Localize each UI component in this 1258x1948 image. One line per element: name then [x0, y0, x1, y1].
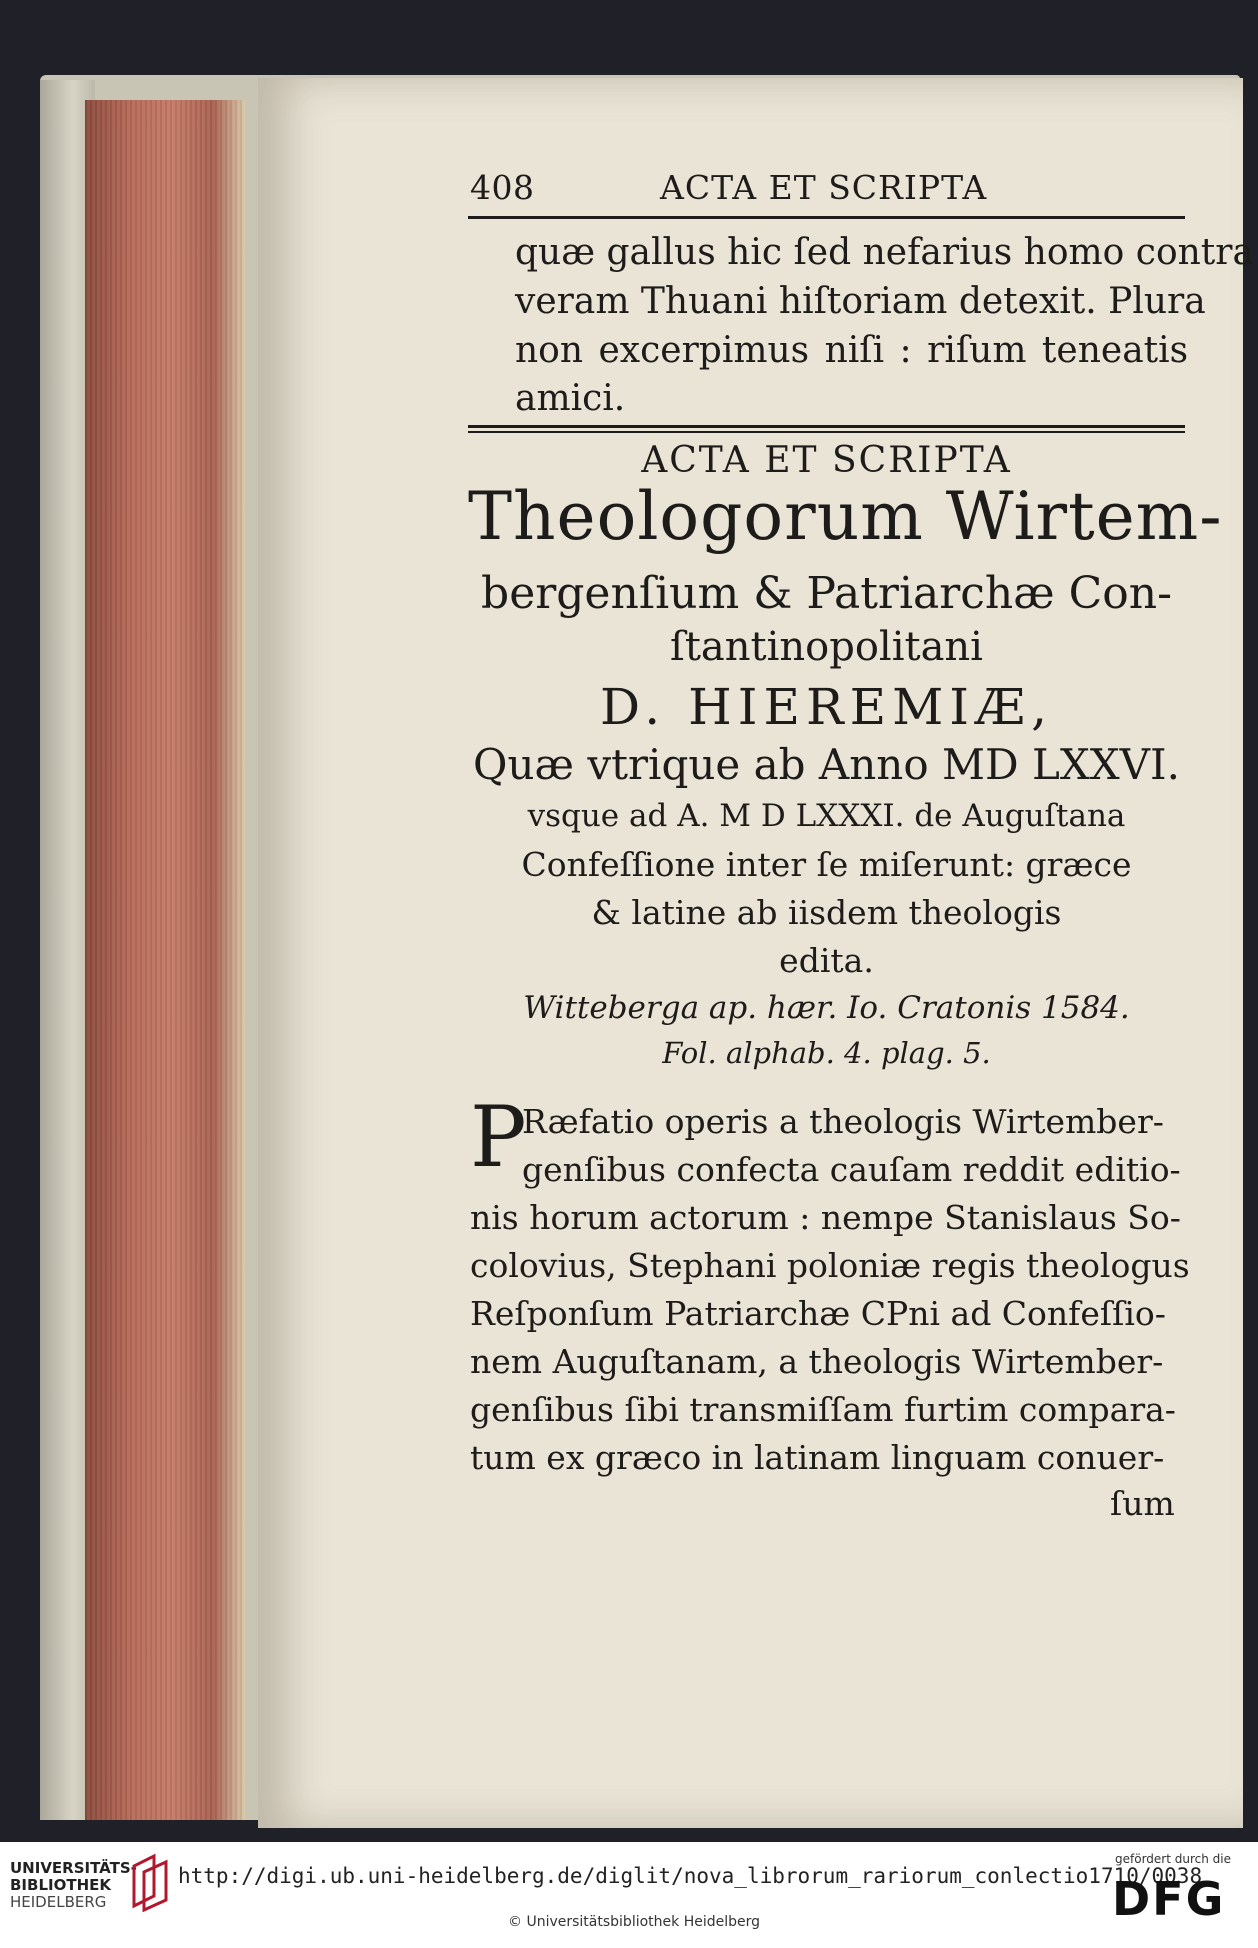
- title-line-bergensium: bergenſium & Patriarchæ Con-: [481, 568, 1172, 619]
- title-line-years: Quæ vtrique ab Anno MD LXXVI.: [473, 740, 1180, 789]
- body-line: tum ex græco in latinam linguam conuer-: [470, 1438, 1165, 1477]
- dfg-logo[interactable]: DFG: [1112, 1872, 1226, 1926]
- library-name-line1: UNIVERSITÄTS-: [10, 1859, 137, 1877]
- drop-cap: P: [470, 1088, 527, 1186]
- permalink-url[interactable]: http://digi.ub.uni-heidelberg.de/diglit/nova_librorum_rariorum_conlectio1710/0038: [178, 1864, 1203, 1888]
- title-line-acta: ACTA ET SCRIPTA: [641, 440, 1012, 481]
- imprint-collation: Fol. alphab. 4. plag. 5.: [662, 1036, 991, 1070]
- body-line: Reſponſum Patriarchæ CPni ad Confeſſio-: [470, 1294, 1166, 1333]
- copyright-notice: © Universitätsbibliothek Heidelberg: [508, 1914, 761, 1930]
- header-rule: [468, 216, 1185, 219]
- top-paragraph-line: non excerpimus niſi : riſum teneatis: [515, 330, 1189, 371]
- title-line-theologorum: Theologorum Wirtem-: [468, 478, 1223, 555]
- title-line-hieremiae: D. HIEREMIÆ,: [600, 678, 1053, 736]
- title-line-constantinopolitani: ſtantinopolitani: [670, 624, 983, 670]
- title-line-edita: edita.: [779, 941, 874, 980]
- top-paragraph-line: quæ gallus hic ſed nefarius homo contra: [515, 232, 1254, 273]
- title-line-confessione: Confeſſione inter ſe miſerunt: græce: [521, 845, 1132, 884]
- library-name-line3: HEIDELBERG: [10, 1893, 107, 1911]
- body-line: genſibus confecta cauſam reddit editio-: [522, 1150, 1181, 1189]
- top-paragraph-line: veram Thuani hiſtoriam detexit. Plura: [515, 281, 1206, 322]
- body-line: nem Auguſtanam, a theologis Wirtember-: [470, 1342, 1164, 1381]
- viewer-footer: [0, 1842, 1258, 1948]
- running-head-title: ACTA ET SCRIPTA: [660, 168, 988, 207]
- top-paragraph-line: amici.: [515, 378, 626, 419]
- page-number: 408: [470, 168, 535, 207]
- section-rule: [468, 425, 1185, 428]
- title-line-latine: & latine ab iisdem theologis: [591, 893, 1062, 932]
- library-name-line2: BIBLIOTHEK: [10, 1876, 111, 1894]
- imprint-line: Witteberga ap. hær. Io. Cratonis 1584.: [523, 990, 1130, 1026]
- catchword: ſum: [1110, 1484, 1175, 1523]
- funding-note: gefördert durch die: [1115, 1852, 1231, 1866]
- body-line: colovius, Stephani poloniæ regis theologus: [470, 1246, 1190, 1285]
- body-line: Ræfatio operis a theologis Wirtember-: [522, 1102, 1164, 1141]
- body-line: genſibus ſibi transmiſſam furtim compara-: [470, 1390, 1176, 1429]
- title-line-vsque: vsque ad A. M D LXXXI. de Auguſtana: [527, 798, 1126, 834]
- library-logo[interactable]: [10, 1860, 137, 1911]
- book-fore-edge: [85, 100, 245, 1820]
- library-mark-icon: [128, 1852, 172, 1912]
- body-line: nis horum actorum : nempe Stanislaus So-: [470, 1198, 1181, 1237]
- section-rule-thin: [468, 431, 1185, 433]
